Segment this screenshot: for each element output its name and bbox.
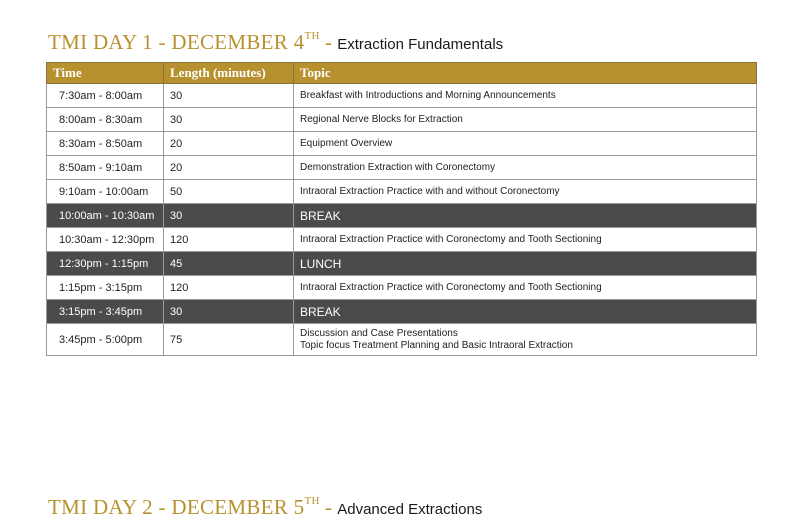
schedule-header-row: [47, 63, 757, 84]
break-row: [47, 300, 757, 324]
length-cell: 20: [164, 132, 294, 156]
topic-cell: Intraoral Extraction Practice with Coronectomy and Tooth Sectioning: [294, 276, 757, 300]
table-row: [47, 84, 757, 108]
time-cell: 10:00am - 10:30am: [47, 204, 164, 228]
topic-cell: Demonstration Extraction with Coronectomy: [294, 156, 757, 180]
day-2-subtitle: Advanced Extractions: [337, 501, 483, 518]
table-row: [47, 132, 757, 156]
length-cell: 120: [164, 228, 294, 252]
break-row: [47, 204, 757, 228]
header-length: Length (minutes): [164, 63, 294, 84]
day-2-separator: -: [319, 495, 338, 519]
length-cell: 20: [164, 156, 294, 180]
topic-cell: BREAK: [294, 300, 757, 324]
day-1-heading: [48, 32, 503, 53]
topic-cell: Breakfast with Introductions and Morning Announcements: [294, 84, 757, 108]
time-cell: 8:50am - 9:10am: [47, 156, 164, 180]
table-row: [47, 108, 757, 132]
time-cell: 9:10am - 10:00am: [47, 180, 164, 204]
day-1-title-text: TMI DAY 1 - DECEMBER 4: [48, 30, 305, 54]
time-cell: 3:15pm - 3:45pm: [47, 300, 164, 324]
day-1-separator: -: [319, 30, 338, 54]
length-cell: 30: [164, 204, 294, 228]
time-cell: 10:30am - 12:30pm: [47, 228, 164, 252]
day-2-title-text: TMI DAY 2 - DECEMBER 5: [48, 495, 305, 519]
day-1-subtitle: Extraction Fundamentals: [337, 36, 504, 53]
time-cell: 8:30am - 8:50am: [47, 132, 164, 156]
day-2-heading: [48, 497, 482, 518]
table-row: [47, 276, 757, 300]
day-1-title-sup: TH: [304, 30, 320, 42]
table-row: [47, 156, 757, 180]
topic-line: Topic focus Treatment Planning and Basic Intraoral Extraction: [300, 339, 573, 351]
header-time: Time: [47, 63, 164, 84]
table-row: [47, 228, 757, 252]
day-2-title: [48, 495, 320, 519]
topic-cell: Equipment Overview: [294, 132, 757, 156]
lunch-row: [47, 252, 757, 276]
table-row: [47, 324, 757, 356]
header-topic: Topic: [294, 63, 757, 84]
length-cell: 75: [164, 324, 294, 356]
topic-cell: Intraoral Extraction Practice with and without Coronectomy: [294, 180, 757, 204]
length-cell: 120: [164, 276, 294, 300]
topic-cell: Regional Nerve Blocks for Extraction: [294, 108, 757, 132]
table-row: [47, 180, 757, 204]
topic-line: Discussion and Case Presentations: [300, 327, 458, 339]
time-cell: 7:30am - 8:00am: [47, 84, 164, 108]
time-cell: 8:00am - 8:30am: [47, 108, 164, 132]
time-cell: 3:45pm - 5:00pm: [47, 324, 164, 356]
length-cell: 30: [164, 84, 294, 108]
length-cell: 50: [164, 180, 294, 204]
topic-cell: LUNCH: [294, 252, 757, 276]
time-cell: 12:30pm - 1:15pm: [47, 252, 164, 276]
topic-cell: BREAK: [294, 204, 757, 228]
day-2-title-sup: TH: [304, 495, 320, 507]
length-cell: 30: [164, 108, 294, 132]
time-cell: 1:15pm - 3:15pm: [47, 276, 164, 300]
length-cell: 45: [164, 252, 294, 276]
topic-cell: [294, 324, 757, 356]
length-cell: 30: [164, 300, 294, 324]
day-1-title: [48, 30, 320, 54]
topic-cell: Intraoral Extraction Practice with Coronectomy and Tooth Sectioning: [294, 228, 757, 252]
schedule-table: [46, 62, 757, 356]
